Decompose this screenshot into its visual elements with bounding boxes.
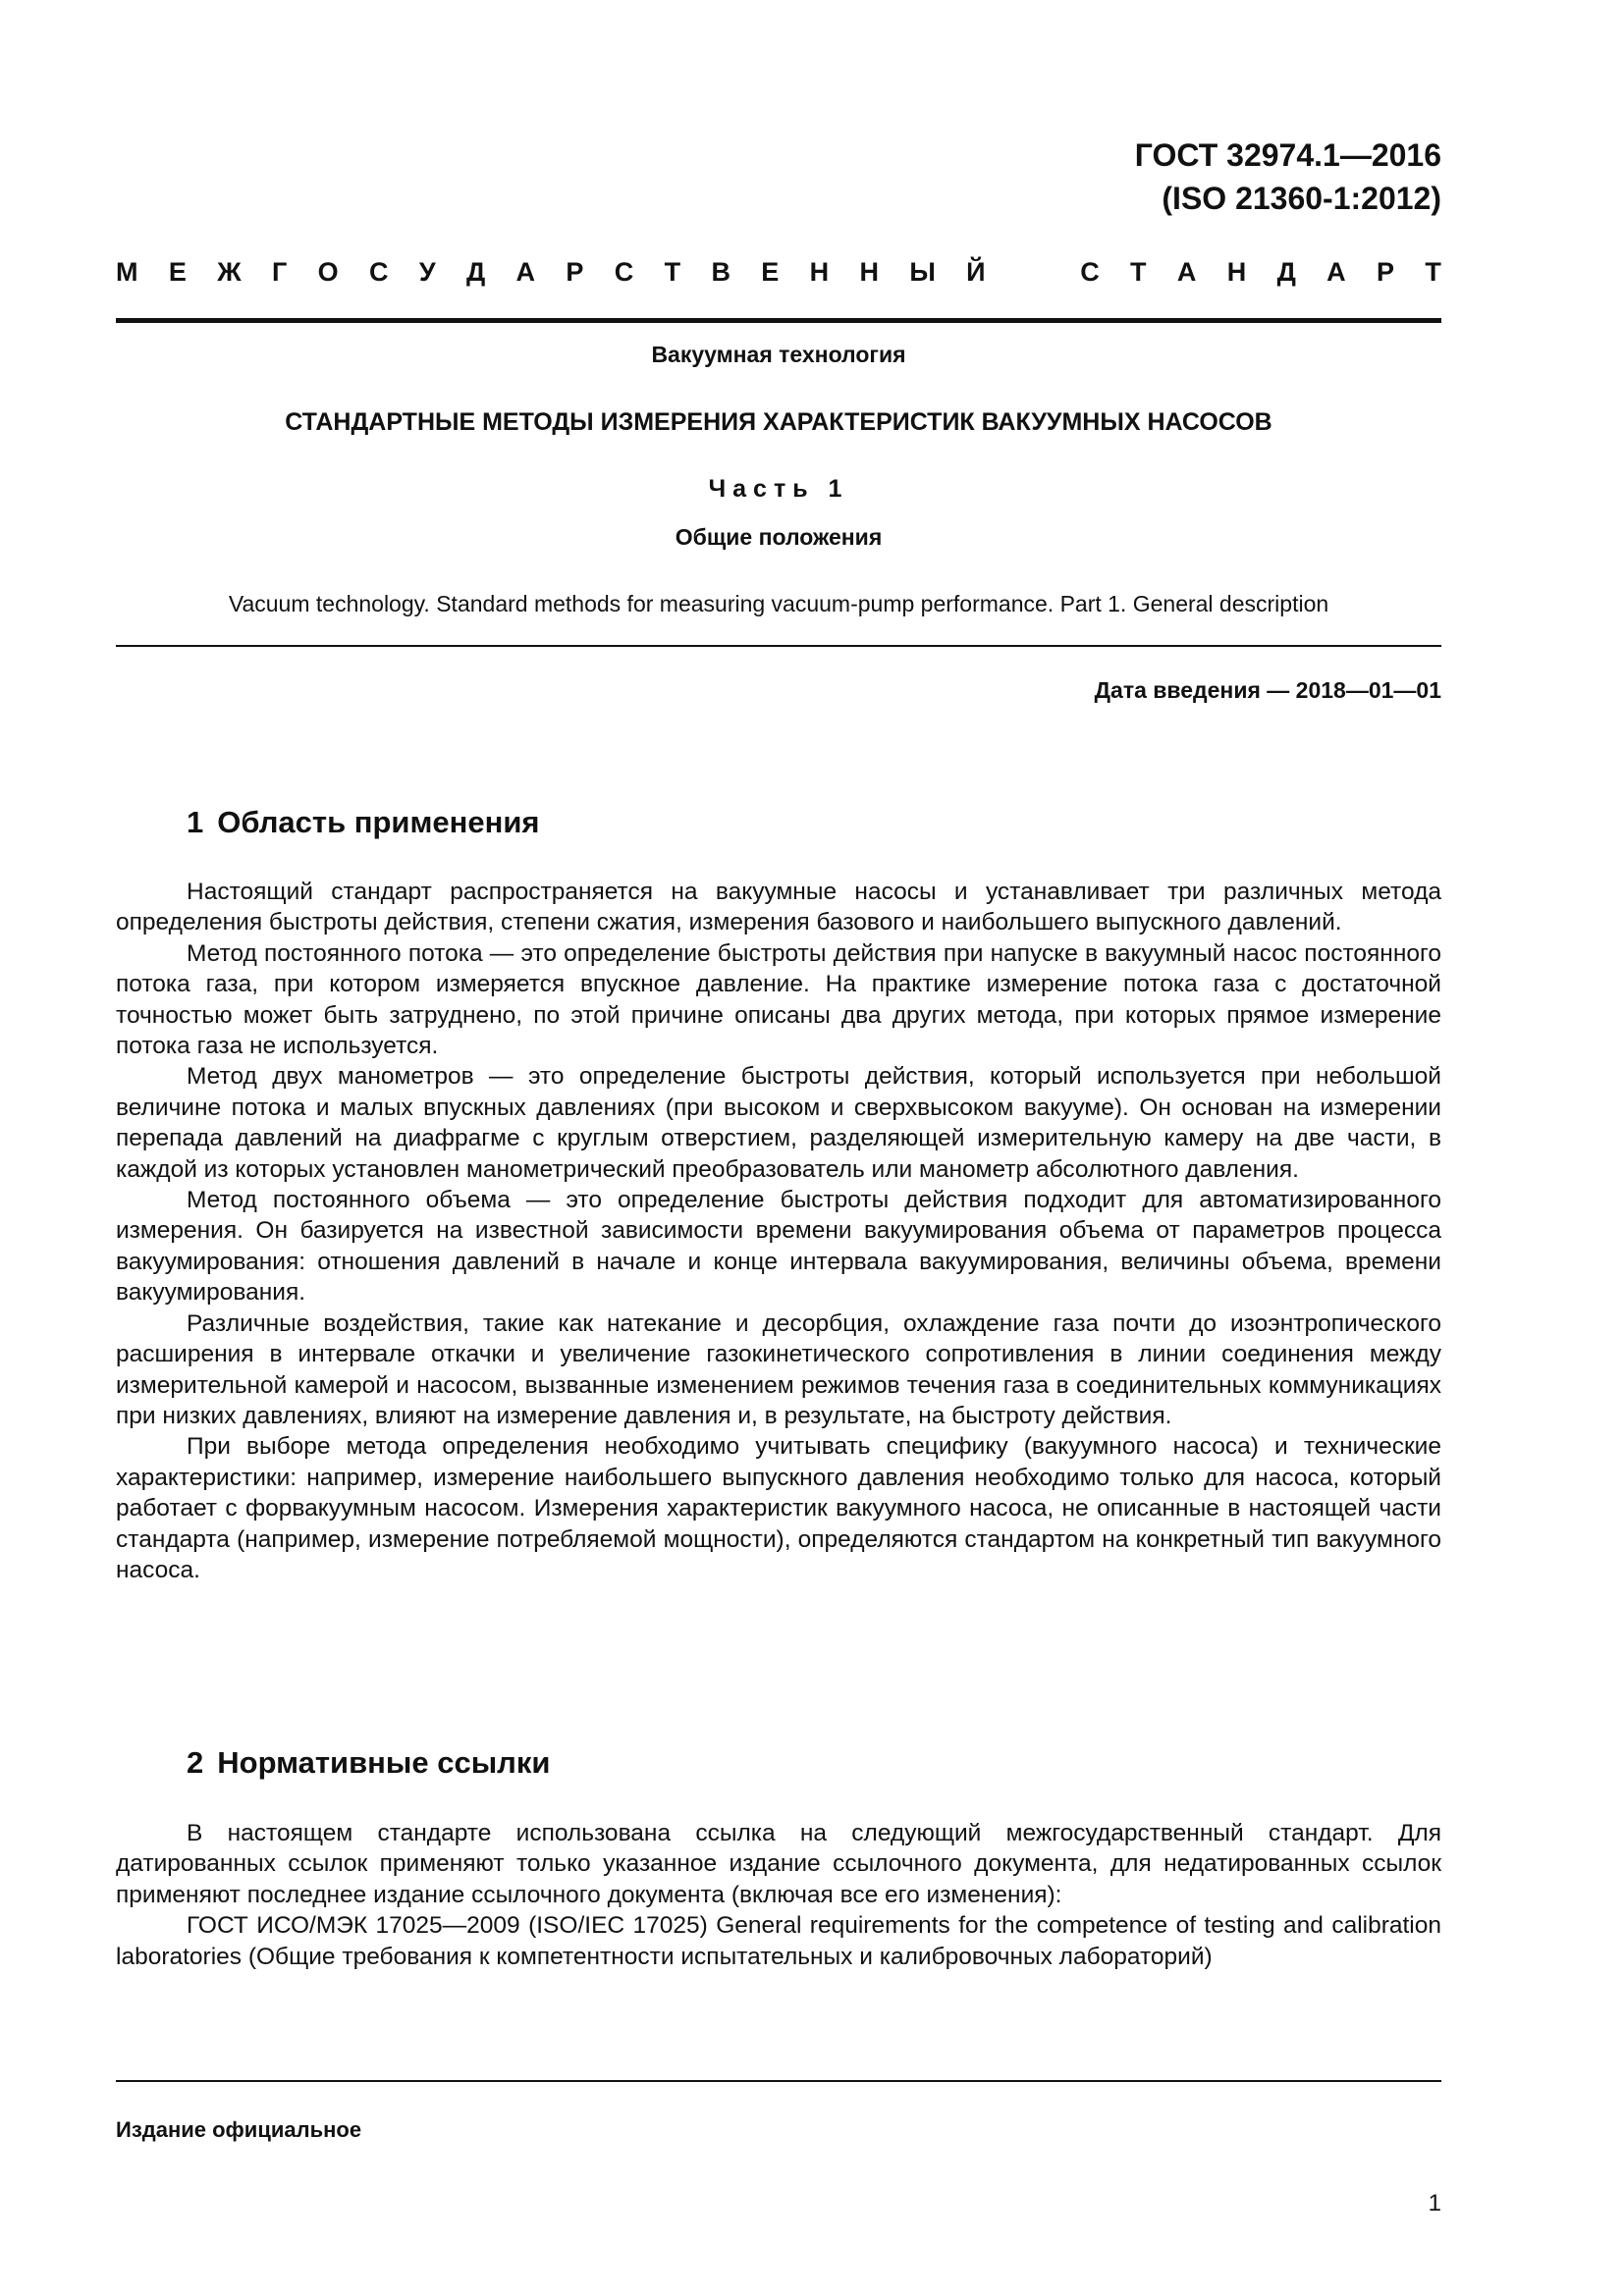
section-heading-scope — [187, 803, 540, 842]
banner-letter: С — [614, 257, 634, 287]
banner-word-gap — [1016, 255, 1050, 289]
banner-letter: Н — [859, 257, 879, 287]
banner-letter: Е — [761, 257, 780, 287]
section-heading-normative-references — [187, 1743, 550, 1783]
banner-letter: О — [317, 257, 339, 287]
banner-letter: Ы — [909, 257, 936, 287]
paragraph: При выборе метода определения необходимо учитывать специфику (вакуумного насоса) и технические характеристики: например, измерение наибольшего выпускного давления необходимо только для насоса, который работает с форвакуумным насосом. Измерения характеристик вакуумного насоса, не описанные в настоящей части стандарта (например, измерение потребляемой мощности), определяются стандартом на конкретный тип вакуумного насоса. — [116, 1433, 1441, 1583]
banner-letter: Д — [1276, 257, 1296, 287]
section-title: Область применения — [217, 805, 540, 839]
banner-letter: Г — [271, 257, 288, 287]
banner-letter: С — [368, 257, 389, 287]
banner-letter: Т — [1425, 257, 1441, 287]
iso-reference: (ISO 21360-1:2012) — [1162, 181, 1441, 216]
banner-letter: А — [515, 257, 536, 287]
banner-letter: Р — [566, 257, 584, 287]
paragraph: Метод постоянного объема — это определение быстроты действия подходит для автоматизированного измерения. Он базируется на известной зависимости времени вакуумирования объема от параметров процесса вакуумирования: отношения давлений в начале и конце интервала вакуумирования, величины объема, времени вакуумирования. — [116, 1187, 1441, 1307]
banner-letter: Н — [1226, 257, 1247, 287]
banner-letter: Е — [168, 257, 187, 287]
section-number: 1 — [187, 805, 204, 839]
banner-letter: Н — [809, 257, 830, 287]
header-rule — [116, 318, 1441, 323]
paragraph: В настоящем стандарте использована ссылка на следующий межгосударственный стандарт. Для датированных ссылок применяют только указанное издание ссылочного документа, для недатированных ссылок применяют последнее издание ссылочного документа (включая все его изменения): — [116, 1820, 1441, 1908]
banner-letter: А — [1326, 257, 1346, 287]
subtitle: Вакуумная технология — [651, 342, 906, 367]
banner-letter: Т — [664, 257, 681, 287]
banner-letter: Й — [966, 257, 986, 287]
banner-letter: Р — [1377, 257, 1395, 287]
banner-letter: М — [116, 257, 138, 287]
banner-letter: В — [711, 257, 730, 287]
paragraph: Метод двух манометров — это определение быстроты действия, который используется при небольшой величине потока и малых впускных давлениях (при высоком и сверхвысоком вакууме). Он основан на измерении перепада давлений на диафрагме с круглым отверстием, разделяющей измерительную камеру на две части, в каждой из которых установлен манометрический преобразователь или манометр абсолютного давления. — [116, 1063, 1441, 1183]
section-body-normative-references — [116, 1818, 1441, 1972]
standard-designation — [1135, 133, 1441, 220]
official-edition-label: Издание официальное — [116, 2117, 362, 2142]
part-title: Общие положения — [675, 524, 883, 550]
english-title: Vacuum technology. Standard methods for measuring vacuum-pump performance. Part 1. General description — [228, 591, 1329, 616]
paragraph: Различные воздействия, такие как натекание и десорбция, охлаждение газа почти до изоэнтропического расширения в интервале откачки и увеличение газокинетического сопротивления в линии соединения между измерительной камерой и насосом, вызванные изменением режимов течения газа в соединительных коммуникациях при низких давлениях, влияют на измерение давления и, в результате, на быстроту действия. — [116, 1309, 1441, 1429]
banner-letter: А — [1176, 257, 1197, 287]
footer-rule — [116, 2080, 1441, 2082]
banner-letter: Ж — [217, 257, 242, 287]
section-number: 2 — [187, 1745, 204, 1780]
page-number: 1 — [1428, 2190, 1441, 2216]
part-number: Часть 1 — [708, 475, 849, 503]
paragraph: Настоящий стандарт распространяется на вакуумные насосы и устанавливает три различных метода определения быстроты действия, степени сжатия, измерения базового и наибольшего выпускного давлений. — [116, 879, 1441, 936]
paragraph: Метод постоянного потока — это определение быстроты действия при напуске в вакуумный насос постоянного потока газа, при котором измеряется впускное давление. На практике измерение потока газа с достаточной точностью может быть затруднено, по этой причине описаны два других метода, при которых прямое измерение потока газа не используется. — [116, 939, 1441, 1060]
section-body-scope — [116, 877, 1441, 1585]
banner-letter: У — [418, 257, 436, 287]
reference-entry: ГОСТ ИСО/МЭК 17025—2009 (ISO/IEC 17025) General requirements for the competence of testing and calibration laboratories (Общие требования к компетентности испытательных и калибровочных лабораторий) — [116, 1912, 1441, 1970]
banner-letter: Д — [465, 257, 486, 287]
title-rule — [116, 645, 1441, 647]
section-title: Нормативные ссылки — [217, 1745, 551, 1780]
banner-letter: Т — [1130, 257, 1147, 287]
interstate-standard-banner — [116, 255, 1441, 289]
banner-letter: С — [1080, 257, 1100, 287]
introduction-date: Дата введения — 2018—01—01 — [1094, 677, 1441, 703]
gost-number: ГОСТ 32974.1—2016 — [1134, 137, 1441, 173]
main-title: СТАНДАРТНЫЕ МЕТОДЫ ИЗМЕРЕНИЯ ХАРАКТЕРИСТИК ВАКУУМНЫХ НАСОСОВ — [285, 408, 1272, 436]
